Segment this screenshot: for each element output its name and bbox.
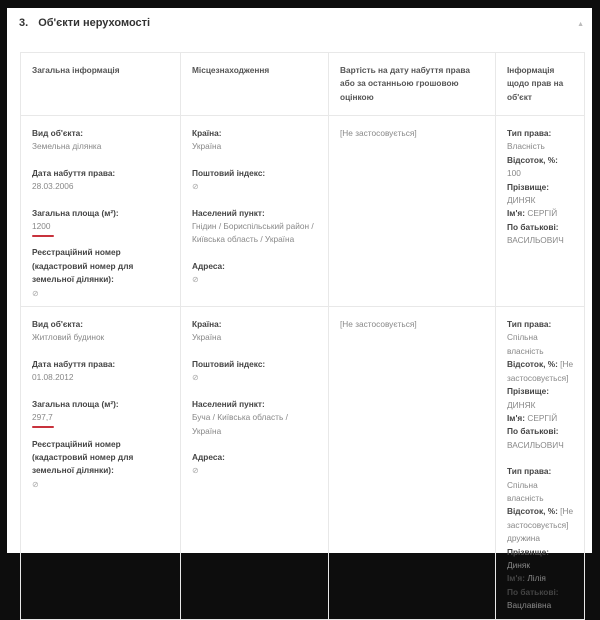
cost-cell: [Не застосовується] bbox=[329, 116, 496, 307]
header-location: Місцезнаходження bbox=[181, 53, 329, 116]
general-info-cell: Вид об'єкта: Земельна ділянка Дата набуття права: 28.03.2006 Загальна площа (м²): 1200 Реєстраційний номер (кадастровий номер для земельної ділянки): ⊘ bbox=[21, 116, 181, 307]
header-general: Загальна інформація bbox=[21, 53, 181, 116]
hidden-icon: ⊘ bbox=[32, 288, 39, 298]
hidden-icon: ⊘ bbox=[32, 479, 39, 489]
hidden-icon: ⊘ bbox=[192, 466, 199, 476]
table-row bbox=[21, 307, 585, 620]
header-cost: Вартість на дату набуття права або за останньою грошовою оцінкою bbox=[329, 53, 496, 116]
general-info-cell: Вид об'єкта: Житловий будинок Дата набуття права: 01.08.2012 Загальна площа (м²): 297,7 Реєстраційний номер (кадастровий номер для земельної ділянки): ⊘ bbox=[21, 307, 181, 620]
real-estate-section bbox=[7, 8, 592, 611]
table-row bbox=[21, 116, 585, 307]
chevron-up-icon[interactable]: ▲ bbox=[577, 21, 584, 28]
header-rights: Інформація щодо прав на об'єкт bbox=[496, 53, 585, 116]
location-cell: Країна: Україна Поштовий індекс: ⊘ Населений пункт: Буча / Київська область / Україна Адреса: ⊘ bbox=[181, 307, 329, 620]
hidden-icon: ⊘ bbox=[192, 182, 199, 192]
location-cell: Країна: Україна Поштовий індекс: ⊘ Населений пункт: Гнідин / Бориспільський район / Київська область / Україна Адреса: ⊘ bbox=[181, 116, 329, 307]
rights-cell: Тип права: Спільна власність Відсоток, %: [Не застосовується] Прізвище: ДИНЯК Ім'я: СЕРГІЙ По батькові: ВАСИЛЬОВИЧ Тип права: Спільна власність Відсоток, %: [Не застосовується] дружина Прізвище: Диняк Ім'я: Лілія По батькові: Вацлавівна bbox=[496, 307, 585, 620]
real-estate-table bbox=[20, 52, 585, 620]
area-value-highlighted: 1200 bbox=[32, 220, 50, 233]
hidden-icon: ⊘ bbox=[192, 275, 199, 285]
hidden-icon: ⊘ bbox=[192, 373, 199, 383]
area-value-highlighted: 297,7 bbox=[32, 411, 53, 424]
rights-cell: Тип права: Власність Відсоток, %: 100 Прізвище: ДИНЯК Ім'я: СЕРГІЙ По батькові: ВАСИЛЬОВИЧ bbox=[496, 116, 585, 307]
table-header bbox=[21, 53, 585, 116]
cost-cell: [Не застосовується] bbox=[329, 307, 496, 620]
section-title: 3. Об'єкти нерухомості bbox=[19, 17, 151, 29]
